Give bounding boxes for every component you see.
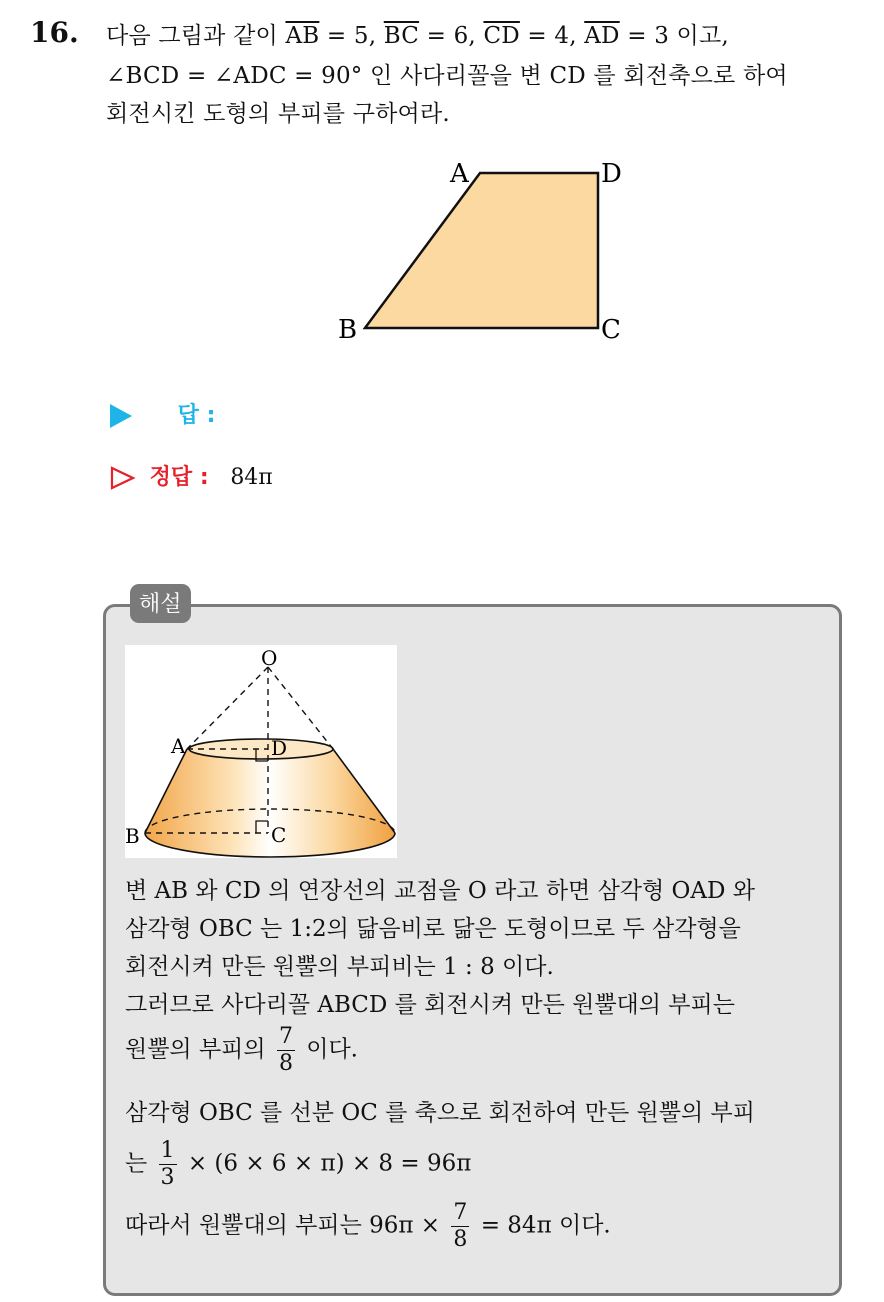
solution-line-6: 삼각형 OBC 를 선분 OC 를 축으로 회전하여 만든 원뿔의 부피 (125, 1100, 755, 1126)
question-line-1: 다음 그림과 같이 $\overline{AB} = 5$, $\overline{BC} = 6$, $\overline{CD} = 4$, $\overline{AD} = 3$ 이고, (106, 23, 729, 49)
solution-line-5: 원뿔의 부피의 $\frac{7}{8}$ 이다. (125, 1024, 358, 1076)
solution-line-8: 따라서 원뿔대의 부피는 96π × $\frac{7}{8}$ = 84π 이다. (125, 1200, 611, 1252)
fraction-1-3: $\frac{1}{3}$ (160, 1138, 175, 1190)
solution-line-3: 회전시켜 만든 원뿔의 부피비는 1 : 8 이다. (125, 954, 554, 980)
correct-answer-label: 정답 : (149, 465, 209, 490)
question-line-2: ∠BCD = ∠ADC = 90° 인 사다리꼴을 변 CD 를 회전축으로 하여 (106, 63, 788, 89)
correct-answer-row (110, 460, 273, 491)
solution-line-4: 그러므로 사다리꼴 ABCD 를 회전시켜 만든 원뿔대의 부피는 (125, 992, 735, 1018)
label-B: B (338, 315, 358, 345)
dashed-OA (187, 667, 268, 749)
answer-row (110, 398, 215, 429)
correct-answer-value: 84π (230, 465, 273, 490)
label-C2: C (271, 823, 287, 847)
fraction-7-8-b: $\frac{7}{8}$ (453, 1200, 468, 1252)
trapezoid-figure (330, 150, 640, 350)
label-C: C (601, 315, 621, 345)
outline-play-icon (110, 466, 136, 490)
fraction-7-8: $\frac{7}{8}$ (278, 1024, 293, 1076)
label-O: O (261, 646, 278, 670)
question-line-3: 회전시킨 도형의 부피를 구하여라. (106, 101, 450, 127)
trapezoid-shape (365, 173, 598, 328)
label-A2: A (171, 734, 186, 758)
label-B2: B (125, 824, 140, 848)
question-number: 16. (30, 16, 79, 49)
label-A: A (450, 159, 469, 189)
frustum-figure (125, 645, 397, 858)
solution-tag: 해설 (130, 584, 191, 623)
answer-label: 답 : (177, 403, 216, 428)
label-D2: D (271, 736, 288, 760)
solution-line-7: 는 $\frac{1}{3}$ × (6 × 6 × π) × 8 = 96π (125, 1138, 472, 1190)
solution-line-1: 변 AB 와 CD 의 연장선의 교점을 O 라고 하면 삼각형 OAD 와 (125, 878, 755, 904)
play-icon (110, 404, 132, 428)
solution-line-2: 삼각형 OBC 는 1:2의 닮음비로 닮은 도형이므로 두 삼각형을 (125, 916, 741, 942)
label-D: D (601, 159, 622, 189)
frustum-body (145, 749, 395, 857)
